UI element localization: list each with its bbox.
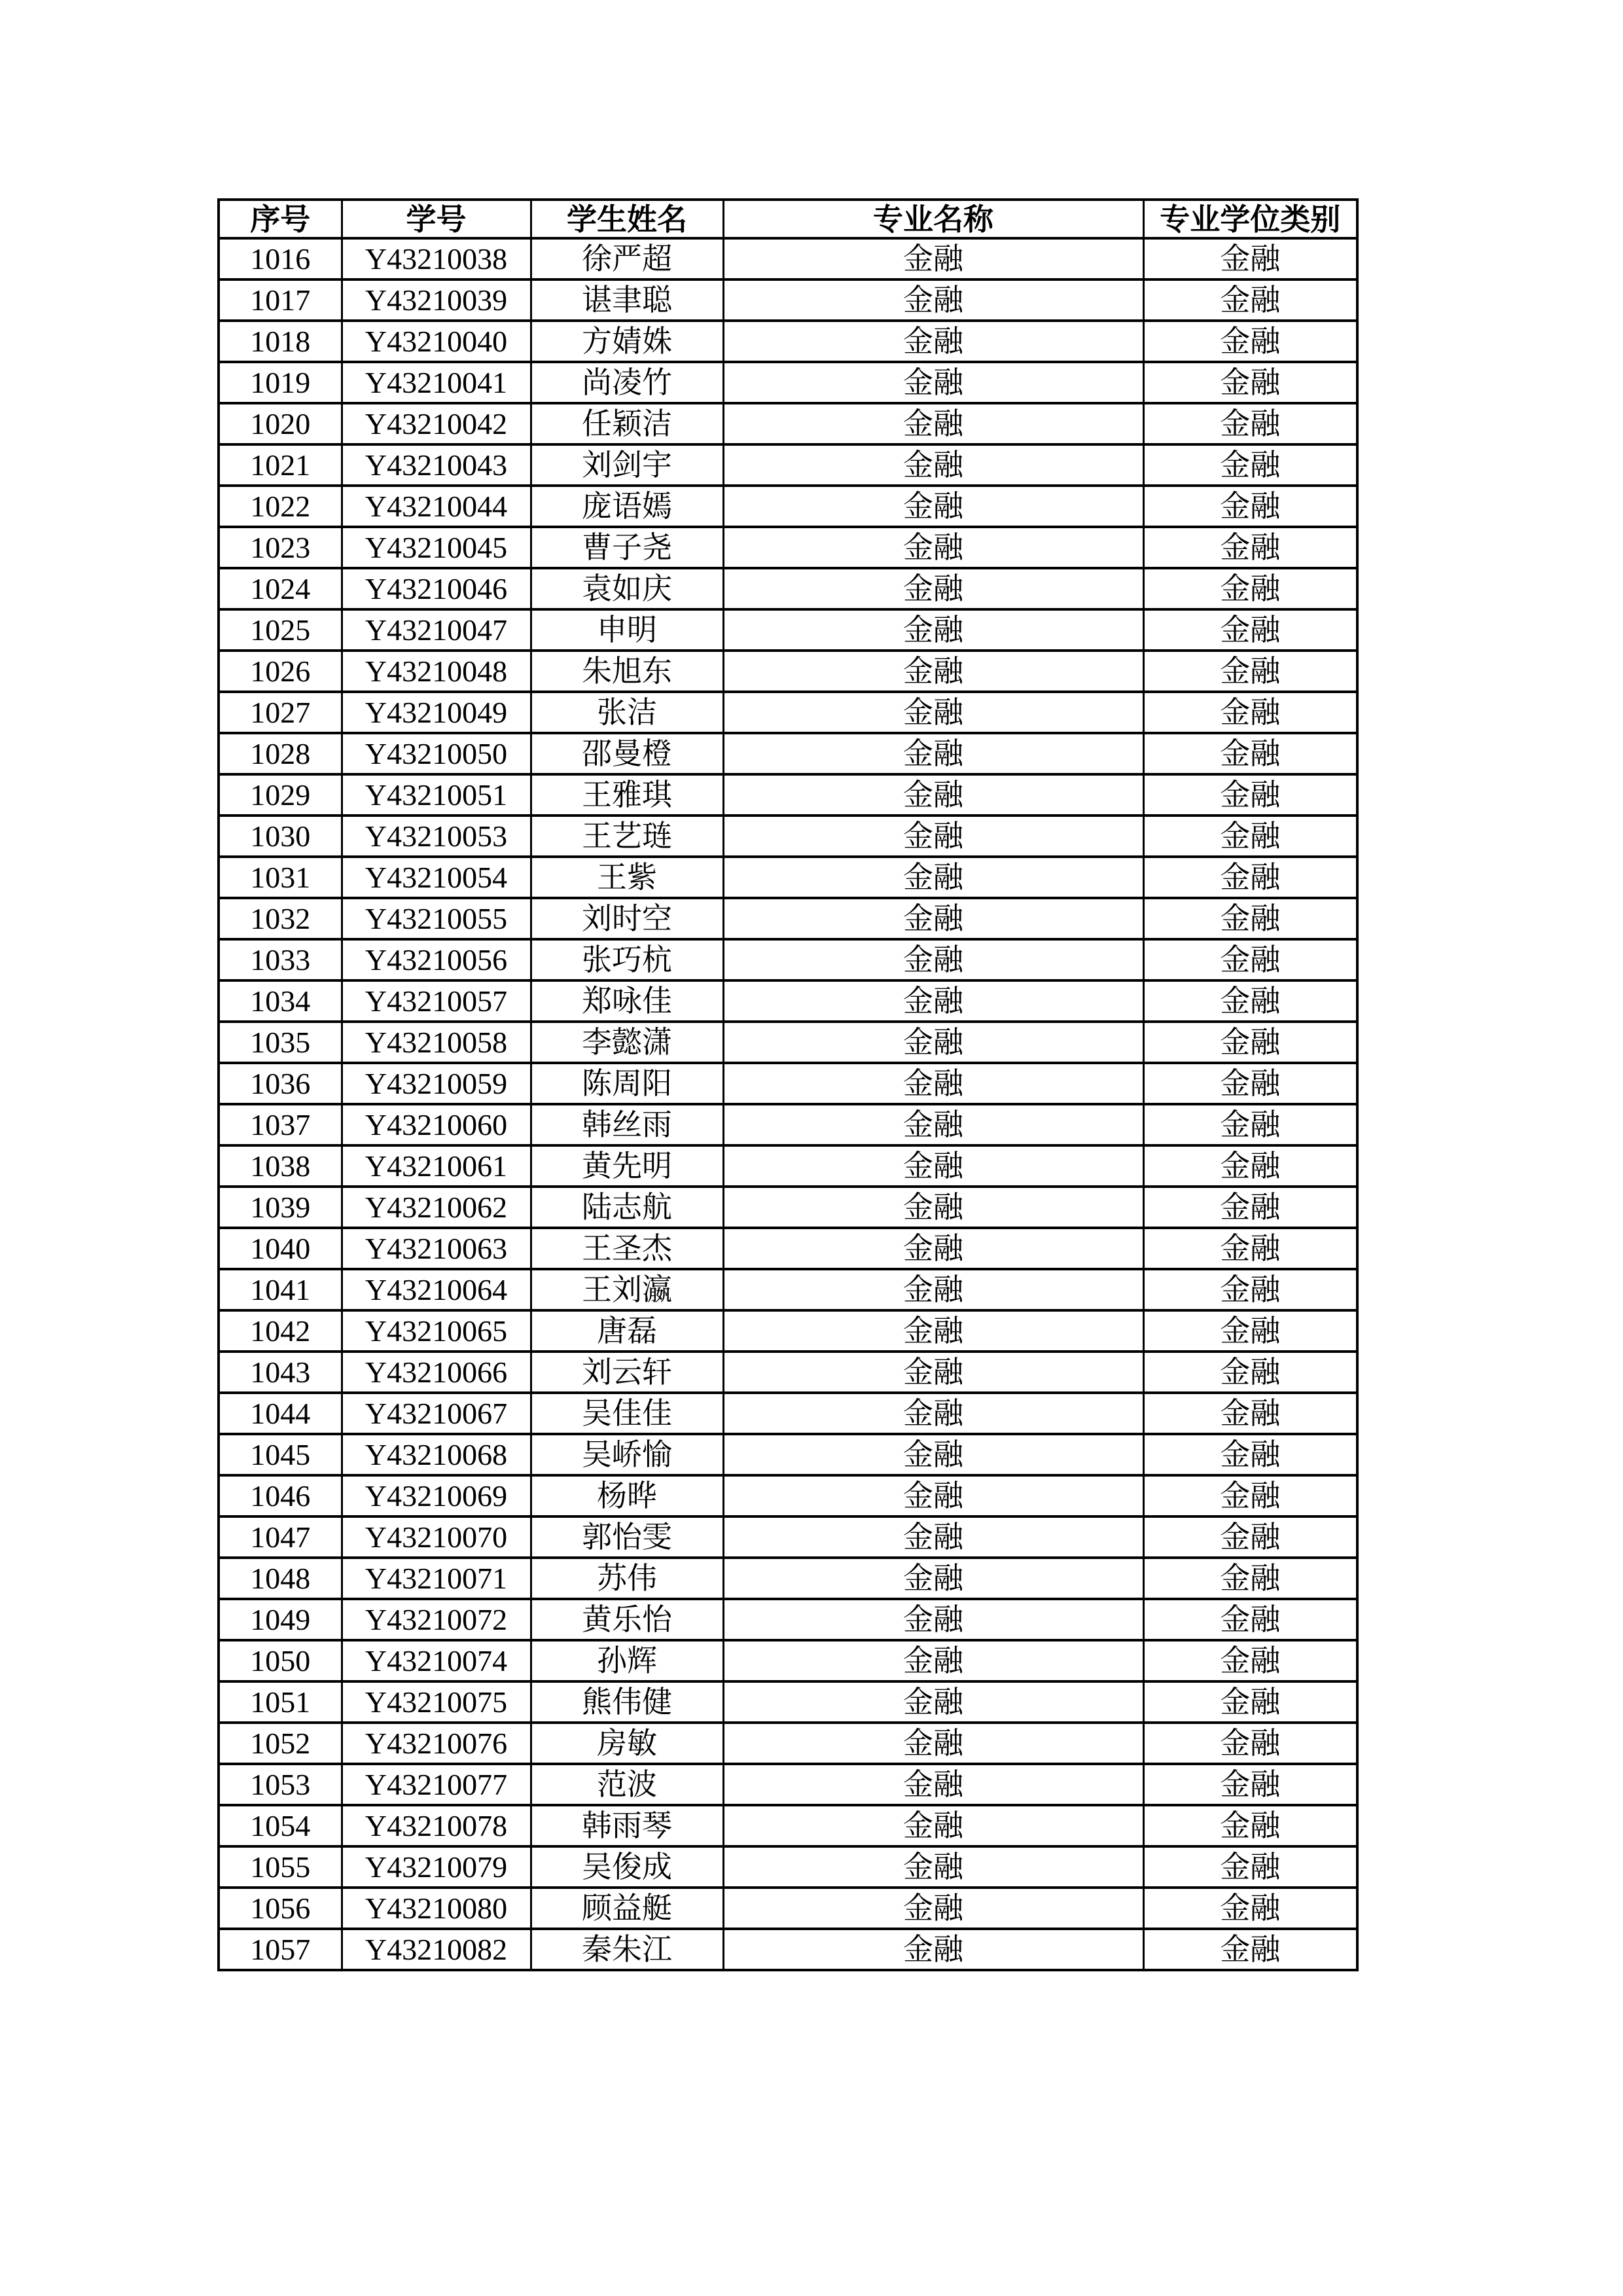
major-name-cell: 金融	[723, 362, 1143, 403]
seq-cell: 1019	[219, 362, 342, 403]
degree-category-cell: 金融	[1143, 1022, 1357, 1063]
student-id-cell: Y43210061	[342, 1145, 531, 1187]
major-name-cell: 金融	[723, 651, 1143, 692]
major-name-cell: 金融	[723, 733, 1143, 774]
seq-cell: 1056	[219, 1888, 342, 1929]
degree-category-cell: 金融	[1143, 527, 1357, 568]
student-id-cell: Y43210060	[342, 1104, 531, 1145]
seq-cell: 1055	[219, 1846, 342, 1888]
degree-category-cell: 金融	[1143, 609, 1357, 651]
degree-category-cell: 金融	[1143, 279, 1357, 321]
seq-cell: 1044	[219, 1393, 342, 1434]
table-row	[219, 279, 1357, 321]
table-row	[219, 1393, 1357, 1434]
student-id-cell: Y43210046	[342, 568, 531, 609]
student-id-cell: Y43210080	[342, 1888, 531, 1929]
seq-cell: 1046	[219, 1475, 342, 1516]
student-name-cell: 刘云轩	[531, 1352, 723, 1393]
student-id-cell: Y43210053	[342, 816, 531, 857]
degree-category-cell: 金融	[1143, 1558, 1357, 1599]
student-id-cell: Y43210044	[342, 486, 531, 527]
student-name-cell: 王圣杰	[531, 1228, 723, 1269]
student-id-cell: Y43210048	[342, 651, 531, 692]
seq-cell: 1045	[219, 1434, 342, 1475]
table-row	[219, 1310, 1357, 1352]
degree-category-cell: 金融	[1143, 857, 1357, 898]
major-name-cell: 金融	[723, 1145, 1143, 1187]
student-name-cell: 曹子尧	[531, 527, 723, 568]
major-name-cell: 金融	[723, 1516, 1143, 1558]
seq-cell: 1039	[219, 1187, 342, 1228]
student-name-cell: 秦朱江	[531, 1929, 723, 1970]
student-id-cell: Y43210075	[342, 1681, 531, 1723]
student-name-cell: 杨晔	[531, 1475, 723, 1516]
student-id-cell: Y43210051	[342, 774, 531, 816]
major-name-cell: 金融	[723, 816, 1143, 857]
seq-cell: 1051	[219, 1681, 342, 1723]
student-name-cell: 刘时空	[531, 898, 723, 939]
major-name-cell: 金融	[723, 527, 1143, 568]
degree-category-cell: 金融	[1143, 403, 1357, 444]
table-row	[219, 1352, 1357, 1393]
student-name-cell: 韩雨琴	[531, 1805, 723, 1846]
student-id-cell: Y43210067	[342, 1393, 531, 1434]
major-name-cell: 金融	[723, 1599, 1143, 1640]
seq-cell: 1017	[219, 279, 342, 321]
seq-cell: 1052	[219, 1723, 342, 1764]
major-name-cell: 金融	[723, 1888, 1143, 1929]
seq-cell: 1030	[219, 816, 342, 857]
column-header-major-name: 专业名称	[723, 200, 1143, 238]
major-name-cell: 金融	[723, 1723, 1143, 1764]
major-name-cell: 金融	[723, 1640, 1143, 1681]
degree-category-cell: 金融	[1143, 1187, 1357, 1228]
table-row	[219, 403, 1357, 444]
student-name-cell: 陆志航	[531, 1187, 723, 1228]
seq-cell: 1029	[219, 774, 342, 816]
seq-cell: 1036	[219, 1063, 342, 1104]
student-id-cell: Y43210078	[342, 1805, 531, 1846]
seq-cell: 1027	[219, 692, 342, 733]
degree-category-cell: 金融	[1143, 1929, 1357, 1970]
degree-category-cell: 金融	[1143, 1846, 1357, 1888]
major-name-cell: 金融	[723, 1929, 1143, 1970]
table-row	[219, 1558, 1357, 1599]
major-name-cell: 金融	[723, 1805, 1143, 1846]
degree-category-cell: 金融	[1143, 651, 1357, 692]
degree-category-cell: 金融	[1143, 1269, 1357, 1310]
table-row	[219, 486, 1357, 527]
major-name-cell: 金融	[723, 1475, 1143, 1516]
student-name-cell: 邵曼橙	[531, 733, 723, 774]
student-id-cell: Y43210082	[342, 1929, 531, 1970]
degree-category-cell: 金融	[1143, 1805, 1357, 1846]
student-id-cell: Y43210066	[342, 1352, 531, 1393]
student-name-cell: 吴俊成	[531, 1846, 723, 1888]
degree-category-cell: 金融	[1143, 486, 1357, 527]
seq-cell: 1037	[219, 1104, 342, 1145]
degree-category-cell: 金融	[1143, 1764, 1357, 1805]
table-row	[219, 1475, 1357, 1516]
degree-category-cell: 金融	[1143, 444, 1357, 486]
seq-cell: 1021	[219, 444, 342, 486]
table-row	[219, 527, 1357, 568]
student-name-cell: 朱旭东	[531, 651, 723, 692]
student-name-cell: 袁如庆	[531, 568, 723, 609]
major-name-cell: 金融	[723, 1187, 1143, 1228]
degree-category-cell: 金融	[1143, 1599, 1357, 1640]
student-id-cell: Y43210039	[342, 279, 531, 321]
header-row	[219, 200, 1357, 238]
student-id-cell: Y43210054	[342, 857, 531, 898]
table-row	[219, 1434, 1357, 1475]
table-row	[219, 568, 1357, 609]
major-name-cell: 金融	[723, 939, 1143, 980]
table-row	[219, 444, 1357, 486]
table-row	[219, 816, 1357, 857]
major-name-cell: 金融	[723, 609, 1143, 651]
degree-category-cell: 金融	[1143, 238, 1357, 279]
table-row	[219, 1599, 1357, 1640]
seq-cell: 1035	[219, 1022, 342, 1063]
degree-category-cell: 金融	[1143, 321, 1357, 362]
student-id-cell: Y43210055	[342, 898, 531, 939]
major-name-cell: 金融	[723, 857, 1143, 898]
major-name-cell: 金融	[723, 1393, 1143, 1434]
degree-category-cell: 金融	[1143, 1723, 1357, 1764]
degree-category-cell: 金融	[1143, 1434, 1357, 1475]
degree-category-cell: 金融	[1143, 1063, 1357, 1104]
student-name-cell: 苏伟	[531, 1558, 723, 1599]
student-id-cell: Y43210043	[342, 444, 531, 486]
student-id-cell: Y43210074	[342, 1640, 531, 1681]
student-id-cell: Y43210063	[342, 1228, 531, 1269]
table-header	[219, 200, 1357, 238]
table-row	[219, 1516, 1357, 1558]
seq-cell: 1050	[219, 1640, 342, 1681]
seq-cell: 1033	[219, 939, 342, 980]
table-row	[219, 651, 1357, 692]
degree-category-cell: 金融	[1143, 980, 1357, 1022]
seq-cell: 1016	[219, 238, 342, 279]
table-row	[219, 1187, 1357, 1228]
table-row	[219, 939, 1357, 980]
degree-category-cell: 金融	[1143, 692, 1357, 733]
student-name-cell: 李懿潇	[531, 1022, 723, 1063]
major-name-cell: 金融	[723, 774, 1143, 816]
student-id-cell: Y43210042	[342, 403, 531, 444]
table-row	[219, 857, 1357, 898]
student-id-cell: Y43210058	[342, 1022, 531, 1063]
degree-category-cell: 金融	[1143, 1888, 1357, 1929]
table-row	[219, 1681, 1357, 1723]
column-header-student-name: 学生姓名	[531, 200, 723, 238]
degree-category-cell: 金融	[1143, 1145, 1357, 1187]
table-row	[219, 1846, 1357, 1888]
seq-cell: 1042	[219, 1310, 342, 1352]
student-id-cell: Y43210070	[342, 1516, 531, 1558]
seq-cell: 1025	[219, 609, 342, 651]
table-row	[219, 733, 1357, 774]
major-name-cell: 金融	[723, 1063, 1143, 1104]
seq-cell: 1049	[219, 1599, 342, 1640]
student-name-cell: 王紫	[531, 857, 723, 898]
seq-cell: 1040	[219, 1228, 342, 1269]
table-row	[219, 609, 1357, 651]
major-name-cell: 金融	[723, 1022, 1143, 1063]
student-id-cell: Y43210040	[342, 321, 531, 362]
major-name-cell: 金融	[723, 1269, 1143, 1310]
seq-cell: 1020	[219, 403, 342, 444]
student-name-cell: 唐磊	[531, 1310, 723, 1352]
student-id-cell: Y43210041	[342, 362, 531, 403]
degree-category-cell: 金融	[1143, 1310, 1357, 1352]
student-name-cell: 张巧杭	[531, 939, 723, 980]
student-name-cell: 王刘瀛	[531, 1269, 723, 1310]
student-name-cell: 陈周阳	[531, 1063, 723, 1104]
seq-cell: 1054	[219, 1805, 342, 1846]
seq-cell: 1026	[219, 651, 342, 692]
table-row	[219, 238, 1357, 279]
table-row	[219, 1063, 1357, 1104]
major-name-cell: 金融	[723, 1681, 1143, 1723]
seq-cell: 1034	[219, 980, 342, 1022]
student-name-cell: 黄先明	[531, 1145, 723, 1187]
seq-cell: 1043	[219, 1352, 342, 1393]
table-row	[219, 1104, 1357, 1145]
table-row	[219, 1888, 1357, 1929]
column-header-student-id: 学号	[342, 200, 531, 238]
degree-category-cell: 金融	[1143, 1475, 1357, 1516]
student-id-cell: Y43210056	[342, 939, 531, 980]
student-id-cell: Y43210047	[342, 609, 531, 651]
student-name-cell: 庞语嫣	[531, 486, 723, 527]
seq-cell: 1022	[219, 486, 342, 527]
major-name-cell: 金融	[723, 1352, 1143, 1393]
table-row	[219, 321, 1357, 362]
major-name-cell: 金融	[723, 1434, 1143, 1475]
major-name-cell: 金融	[723, 568, 1143, 609]
student-roster-table	[217, 198, 1359, 1971]
table-row	[219, 1269, 1357, 1310]
degree-category-cell: 金融	[1143, 1352, 1357, 1393]
major-name-cell: 金融	[723, 1310, 1143, 1352]
table-row	[219, 362, 1357, 403]
table-row	[219, 1228, 1357, 1269]
student-name-cell: 申明	[531, 609, 723, 651]
degree-category-cell: 金融	[1143, 1640, 1357, 1681]
student-name-cell: 王雅琪	[531, 774, 723, 816]
column-header-degree-category: 专业学位类别	[1143, 200, 1357, 238]
major-name-cell: 金融	[723, 692, 1143, 733]
degree-category-cell: 金融	[1143, 939, 1357, 980]
degree-category-cell: 金融	[1143, 568, 1357, 609]
student-name-cell: 韩丝雨	[531, 1104, 723, 1145]
student-name-cell: 谌聿聪	[531, 279, 723, 321]
major-name-cell: 金融	[723, 444, 1143, 486]
seq-cell: 1032	[219, 898, 342, 939]
student-name-cell: 徐严超	[531, 238, 723, 279]
seq-cell: 1057	[219, 1929, 342, 1970]
table-body	[219, 238, 1357, 1970]
table-row	[219, 1764, 1357, 1805]
student-name-cell: 王艺琏	[531, 816, 723, 857]
student-id-cell: Y43210071	[342, 1558, 531, 1599]
major-name-cell: 金融	[723, 898, 1143, 939]
major-name-cell: 金融	[723, 980, 1143, 1022]
student-name-cell: 郑咏佳	[531, 980, 723, 1022]
seq-cell: 1047	[219, 1516, 342, 1558]
seq-cell: 1053	[219, 1764, 342, 1805]
student-id-cell: Y43210077	[342, 1764, 531, 1805]
major-name-cell: 金融	[723, 1228, 1143, 1269]
degree-category-cell: 金融	[1143, 1516, 1357, 1558]
seq-cell: 1041	[219, 1269, 342, 1310]
student-name-cell: 范波	[531, 1764, 723, 1805]
student-id-cell: Y43210065	[342, 1310, 531, 1352]
table-row	[219, 1805, 1357, 1846]
table-row	[219, 1723, 1357, 1764]
seq-cell: 1023	[219, 527, 342, 568]
column-header-seq: 序号	[219, 200, 342, 238]
student-id-cell: Y43210045	[342, 527, 531, 568]
table-row	[219, 774, 1357, 816]
student-id-cell: Y43210049	[342, 692, 531, 733]
student-id-cell: Y43210038	[342, 238, 531, 279]
degree-category-cell: 金融	[1143, 733, 1357, 774]
student-id-cell: Y43210072	[342, 1599, 531, 1640]
student-id-cell: Y43210079	[342, 1846, 531, 1888]
major-name-cell: 金融	[723, 1846, 1143, 1888]
degree-category-cell: 金融	[1143, 774, 1357, 816]
major-name-cell: 金融	[723, 321, 1143, 362]
student-name-cell: 刘剑宇	[531, 444, 723, 486]
student-name-cell: 任颖洁	[531, 403, 723, 444]
degree-category-cell: 金融	[1143, 1393, 1357, 1434]
table-row	[219, 1022, 1357, 1063]
major-name-cell: 金融	[723, 1764, 1143, 1805]
student-id-cell: Y43210064	[342, 1269, 531, 1310]
major-name-cell: 金融	[723, 1104, 1143, 1145]
student-name-cell: 熊伟健	[531, 1681, 723, 1723]
seq-cell: 1048	[219, 1558, 342, 1599]
table-row	[219, 980, 1357, 1022]
student-name-cell: 尚凌竹	[531, 362, 723, 403]
student-name-cell: 吴佳佳	[531, 1393, 723, 1434]
student-id-cell: Y43210050	[342, 733, 531, 774]
seq-cell: 1031	[219, 857, 342, 898]
student-name-cell: 房敏	[531, 1723, 723, 1764]
degree-category-cell: 金融	[1143, 898, 1357, 939]
student-name-cell: 孙辉	[531, 1640, 723, 1681]
major-name-cell: 金融	[723, 1558, 1143, 1599]
student-id-cell: Y43210059	[342, 1063, 531, 1104]
student-id-cell: Y43210069	[342, 1475, 531, 1516]
student-name-cell: 黄乐怡	[531, 1599, 723, 1640]
student-id-cell: Y43210062	[342, 1187, 531, 1228]
student-name-cell: 顾益艇	[531, 1888, 723, 1929]
student-id-cell: Y43210068	[342, 1434, 531, 1475]
student-id-cell: Y43210057	[342, 980, 531, 1022]
seq-cell: 1028	[219, 733, 342, 774]
degree-category-cell: 金融	[1143, 1681, 1357, 1723]
major-name-cell: 金融	[723, 403, 1143, 444]
major-name-cell: 金融	[723, 238, 1143, 279]
student-id-cell: Y43210076	[342, 1723, 531, 1764]
major-name-cell: 金融	[723, 486, 1143, 527]
seq-cell: 1024	[219, 568, 342, 609]
table-row	[219, 1640, 1357, 1681]
student-name-cell: 吴峤愉	[531, 1434, 723, 1475]
degree-category-cell: 金融	[1143, 816, 1357, 857]
degree-category-cell: 金融	[1143, 1104, 1357, 1145]
table-row	[219, 1145, 1357, 1187]
degree-category-cell: 金融	[1143, 362, 1357, 403]
student-name-cell: 张洁	[531, 692, 723, 733]
seq-cell: 1018	[219, 321, 342, 362]
table-row	[219, 898, 1357, 939]
student-name-cell: 郭怡雯	[531, 1516, 723, 1558]
seq-cell: 1038	[219, 1145, 342, 1187]
table-row	[219, 692, 1357, 733]
table-row	[219, 1929, 1357, 1970]
student-name-cell: 方婧姝	[531, 321, 723, 362]
major-name-cell: 金融	[723, 279, 1143, 321]
degree-category-cell: 金融	[1143, 1228, 1357, 1269]
